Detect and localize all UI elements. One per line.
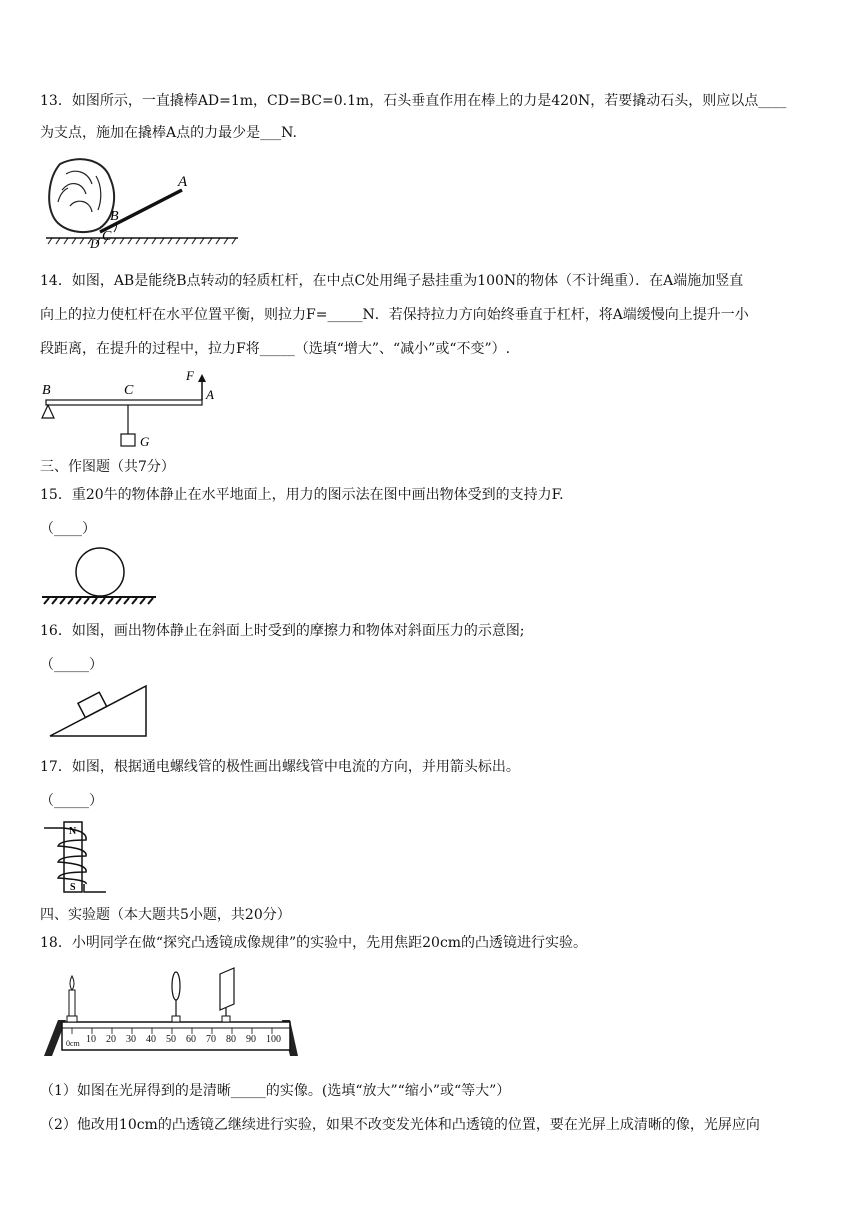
label-d: D — [90, 236, 100, 248]
label-c: C — [124, 383, 134, 398]
q18-sub-2: （2）他改用10cm的凸透镜乙继续进行实验，如果不改变发光体和凸透镜的位置，要在光屏上成清晰的像，光屏应向 — [40, 1117, 760, 1133]
q17-answer-blank: （_____） — [40, 793, 103, 809]
q14-line-2: 向上的拉力使杠杆在水平位置平衡，则拉力F=_____N．若保持拉力方向始终垂直于杠杆，将A端缓慢向上提升一小 — [40, 307, 749, 323]
q15-line-1: 15．重20牛的物体静止在水平地面上，用力的图示法在图中画出物体受到的支持力F. — [40, 487, 564, 503]
force-arrow-head — [198, 374, 206, 382]
pole-n: N — [69, 826, 77, 837]
q17-line-1: 17．如图，根据通电螺线管的极性画出螺线管中电流的方向，并用箭头标出。 — [40, 759, 520, 775]
q18-optical-bench-figure — [42, 964, 300, 1064]
label-b: B — [110, 209, 119, 224]
label-g: G — [140, 434, 150, 449]
weight-block — [121, 434, 135, 446]
convex-lens — [172, 972, 180, 1022]
section-3-heading: 三、作图题（共7分） — [40, 459, 175, 475]
ruler-label-20: 20 — [106, 1034, 116, 1045]
pivot-triangle — [42, 405, 54, 418]
q13-line-1: 13．如图所示，一直撬棒AD=1m，CD=BC=0.1m，石头垂直作用在棒上的力是420N，若要撬动石头，则应以点____ — [40, 93, 787, 109]
label-c: C — [102, 229, 112, 244]
ruler-label-80: 80 — [226, 1034, 236, 1045]
ruler-label-60: 60 — [186, 1034, 196, 1045]
q16-answer-blank: （_____） — [40, 657, 103, 673]
q18-line-1: 18．小明同学在做“探究凸透镜成像规律”的实验中，先用焦距20cm的凸透镜进行实验。 — [40, 935, 588, 951]
rock-shape — [49, 159, 114, 232]
q13-line-2: 为支点，施加在撬棒A点的力最少是___N. — [40, 125, 297, 141]
q16-incline-figure — [48, 682, 154, 738]
ruler-label-30: 30 — [126, 1034, 136, 1045]
lever-bar — [46, 400, 202, 405]
ground-hatch — [44, 598, 153, 604]
q14-line-1: 14．如图，AB是能绕B点转动的轻质杠杆，在中点C处用绳子悬挂重为100N的物体（不计绳重）．在A端施加竖直 — [40, 273, 744, 289]
ground-line — [46, 238, 238, 244]
ruler-label-10: 10 — [86, 1034, 96, 1045]
pole-s: S — [70, 882, 76, 893]
light-screen — [220, 968, 234, 1022]
q15-ball-figure — [40, 546, 160, 606]
q15-answer-blank: （____） — [40, 521, 96, 537]
q14-line-3: 段距离，在提升的过程中，拉力F将_____（选填“增大”、“减小”或“不变”）. — [40, 341, 511, 357]
ruler-label-50: 50 — [166, 1034, 176, 1045]
q16-line-1: 16．如图，画出物体静止在斜面上时受到的摩擦力和物体对斜面压力的示意图; — [40, 623, 525, 639]
section-4-heading: 四、实验题（本大题共5小题，共20分） — [40, 907, 291, 923]
label-f: F — [186, 368, 194, 383]
ruler-label-40: 40 — [146, 1034, 156, 1045]
candle — [67, 976, 77, 1022]
label-b: B — [42, 383, 51, 398]
q14-lever-figure — [38, 366, 228, 454]
ruler-label-70: 70 — [206, 1034, 216, 1045]
label-a: A — [178, 174, 188, 190]
ruler-label-90: 90 — [246, 1034, 256, 1045]
ruler-label-100: 100 — [266, 1034, 281, 1045]
q13-lever-figure — [42, 156, 242, 248]
q17-solenoid-figure — [40, 818, 116, 898]
label-a: A — [206, 387, 214, 402]
q18-sub-1: （1）如图在光屏得到的是清晰_____的实像。(选填“放大”“缩小”或“等大”） — [40, 1083, 511, 1099]
ball — [76, 548, 124, 596]
ruler-label-0: 0cm — [66, 1039, 80, 1048]
